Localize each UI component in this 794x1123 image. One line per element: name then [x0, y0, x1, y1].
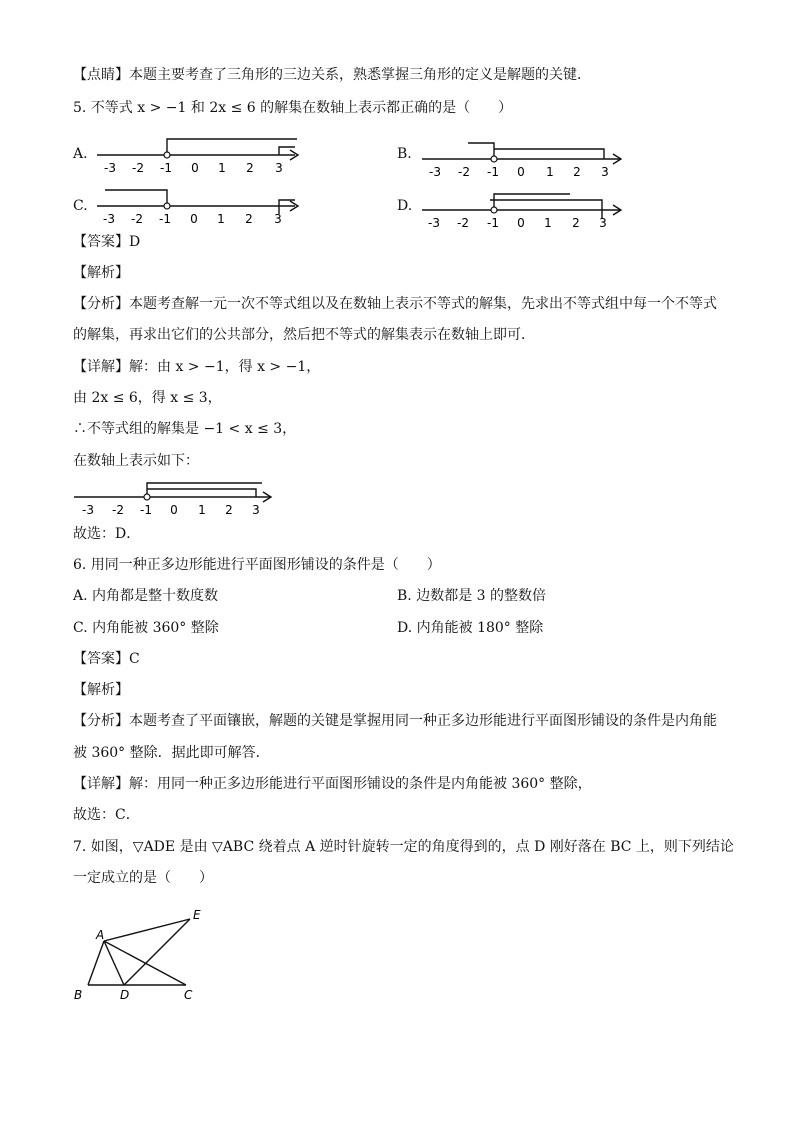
tick-label: 1 — [544, 216, 552, 230]
tick-label: -1 — [487, 165, 499, 179]
note-dianjing: 【点睛】本题主要考查了三角形的三边关系，熟悉掌握三角形的定义是解题的关键． — [73, 67, 591, 83]
tick-label: 3 — [601, 165, 609, 179]
number-line-option-c — [95, 184, 305, 229]
tick-label: 2 — [572, 216, 580, 230]
point-label-e: E — [193, 908, 201, 922]
tick-label: 1 — [218, 161, 226, 175]
tick-label: -3 — [82, 503, 94, 517]
fenxi-6-line-2: 被 360° 整除．据此即可解答． — [73, 745, 270, 761]
tick-label: 1 — [198, 503, 206, 517]
number-line-option-b — [420, 137, 630, 182]
tick-label: 0 — [170, 503, 178, 517]
tick-label: 3 — [274, 212, 282, 226]
q5-option-d-label: D. — [397, 198, 413, 214]
question-7-stem-line-2: 一定成立的是（ ） — [73, 870, 213, 886]
xiangjie-6: 【详解】解：用同一种正多边形能进行平面图形铺设的条件是内角能被 360° 整除， — [73, 776, 592, 792]
tick-label: -1 — [159, 212, 171, 226]
choice-6: 故选：C． — [73, 807, 140, 823]
question-7-stem-line-1: 7. 如图，▽ADE 是由 ▽ABC 绕着点 A 逆时针旋转一定的角度得到的，点 D 刚好落在 BC 上，则下列结论 — [73, 839, 734, 855]
tick-label: -3 — [429, 165, 441, 179]
tick-label: 2 — [225, 503, 233, 517]
tick-label: 0 — [517, 165, 525, 179]
xiangjie-5-line-4: 在数轴上表示如下： — [73, 453, 199, 469]
point-label-d: D — [120, 988, 130, 1002]
q6-option-c: C. 内角能被 360° 整除 — [73, 620, 219, 636]
point-label-c: C — [184, 988, 193, 1002]
question-5-stem: 5. 不等式 x > −1 和 2x ≤ 6 的解集在数轴上表示都正确的是（ ） — [73, 100, 513, 116]
number-line-option-d — [420, 188, 630, 233]
choice-5: 故选：D． — [73, 526, 141, 542]
analysis-heading-6: 【解析】 — [73, 682, 129, 698]
tick-label: 3 — [275, 161, 283, 175]
point-label-a: A — [96, 928, 105, 942]
xiangjie-5-line-3: ∴不等式组的解集是 −1 < x ≤ 3， — [73, 421, 297, 437]
tick-label: 1 — [546, 165, 554, 179]
xiangjie-5-line-1: 【详解】解：由 x > −1，得 x > −1， — [73, 359, 321, 375]
tick-label: -3 — [103, 212, 115, 226]
tick-label: -1 — [487, 216, 499, 230]
q5-option-b-label: B. — [397, 146, 412, 162]
question-6-stem: 6. 用同一种正多边形能进行平面图形铺设的条件是（ ） — [73, 557, 441, 573]
answer-5: 【答案】D — [73, 234, 141, 250]
tick-label: -2 — [112, 503, 124, 517]
fenxi-5-line-2: 的解集，再求出它们的公共部分，然后把不等式的解集表示在数轴上即可． — [73, 327, 535, 343]
q6-option-b: B. 边数都是 3 的整数倍 — [397, 588, 546, 604]
tick-label: 2 — [573, 165, 581, 179]
q5-option-a-label: A. — [73, 146, 88, 162]
tick-label: 3 — [252, 503, 260, 517]
tick-label: -2 — [458, 165, 470, 179]
tick-label: 2 — [246, 161, 254, 175]
number-line-option-a — [95, 133, 305, 178]
tick-label: -2 — [457, 216, 469, 230]
analysis-heading-5: 【解析】 — [73, 265, 129, 281]
tick-label: 3 — [599, 216, 607, 230]
tick-label: 2 — [245, 212, 253, 226]
xiangjie-5-line-2: 由 2x ≤ 6，得 x ≤ 3， — [73, 390, 222, 406]
point-label-b: B — [74, 988, 83, 1002]
number-line-solution — [72, 475, 282, 520]
q6-option-d: D. 内角能被 180° 整除 — [397, 620, 544, 636]
fenxi-5-line-1: 【分析】本题考查解一元一次不等式组以及在数轴上表示不等式的解集，先求出不等式组中每一个不等式 — [73, 296, 717, 312]
tick-label: -2 — [131, 212, 143, 226]
rotation-triangle-figure — [70, 905, 220, 1005]
tick-label: -2 — [132, 161, 144, 175]
tick-label: 0 — [517, 216, 525, 230]
q6-option-a: A. 内角都是整十数度数 — [73, 588, 219, 604]
fenxi-6-line-1: 【分析】本题考查了平面镶嵌，解题的关键是掌握用同一种正多边形能进行平面图形铺设的条件是内角能 — [73, 713, 717, 729]
answer-6: 【答案】C — [73, 651, 140, 667]
tick-label: 0 — [190, 212, 198, 226]
tick-label: -1 — [160, 161, 172, 175]
tick-label: 1 — [217, 212, 225, 226]
tick-label: -3 — [428, 216, 440, 230]
tick-label: -3 — [104, 161, 116, 175]
tick-label: -1 — [140, 503, 152, 517]
tick-label: 0 — [191, 161, 199, 175]
q5-option-c-label: C. — [73, 198, 88, 214]
